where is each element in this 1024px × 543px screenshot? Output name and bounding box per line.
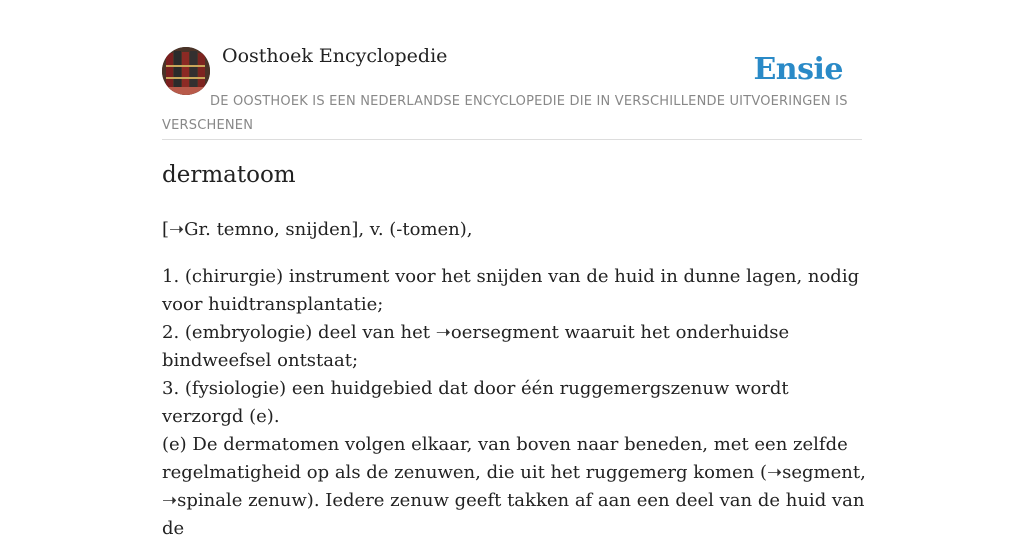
entry-note [162, 431, 872, 543]
site-tagline: DE OOSTHOEK IS EEN NEDERLANDSE ENCYCLOPEDIE DIE IN VERSCHILLENDE UITVOERINGEN IS VERSCHENEN [162, 94, 848, 133]
entry-etymology [162, 216, 473, 244]
arrow-icon: ➝ [767, 462, 783, 483]
arrow-icon: ➝ [435, 322, 451, 343]
definition-3: 3. (fysiologie) een huidgebied dat door één ruggemergszenuw wordt verzorgd (e). [162, 378, 789, 427]
link-oersegment[interactable]: oersegment [450, 322, 559, 343]
note-text-post: ). Iedere zenuw geeft takken af aan een deel van de huid van de [162, 490, 865, 539]
entry-title: dermatoom [162, 162, 296, 188]
ensie-brand-link[interactable]: Ensie [753, 52, 843, 87]
note-text-pre: (e) De dermatomen volgen elkaar, van boven naar beneden, met een zelfde regelmatigheid op als de zenuwen, die uit het ruggemerg komen ( [162, 434, 848, 483]
def2-text-pre: 2. (embryologie) deel van het [162, 322, 436, 343]
page-container [162, 0, 866, 539]
definition-1: 1. (chirurgie) instrument voor het snijden van de huid in dunne lagen, nodig voor huidtransplantatie; [162, 266, 860, 315]
etym-bracket: [ [162, 219, 170, 240]
entry-definitions [162, 263, 872, 431]
site-logo[interactable] [162, 47, 210, 95]
note-text-mid: , [860, 462, 866, 483]
etym-text: Gr. temno, snijden], v. (-tomen), [184, 219, 473, 240]
book-spines-icon [162, 47, 210, 95]
arrow-icon: ➝ [169, 219, 185, 240]
link-segment[interactable]: segment [782, 462, 861, 483]
def2-text-post: waaruit het onderhuidse bindweefsel ontstaat; [162, 322, 790, 371]
site-header [162, 0, 862, 140]
arrow-icon: ➝ [162, 490, 178, 511]
link-spinale-zenuw[interactable]: spinale zenuw [177, 490, 307, 511]
definition-2 [162, 319, 872, 375]
site-title-link[interactable]: Oosthoek Encyclopedie [222, 45, 448, 67]
